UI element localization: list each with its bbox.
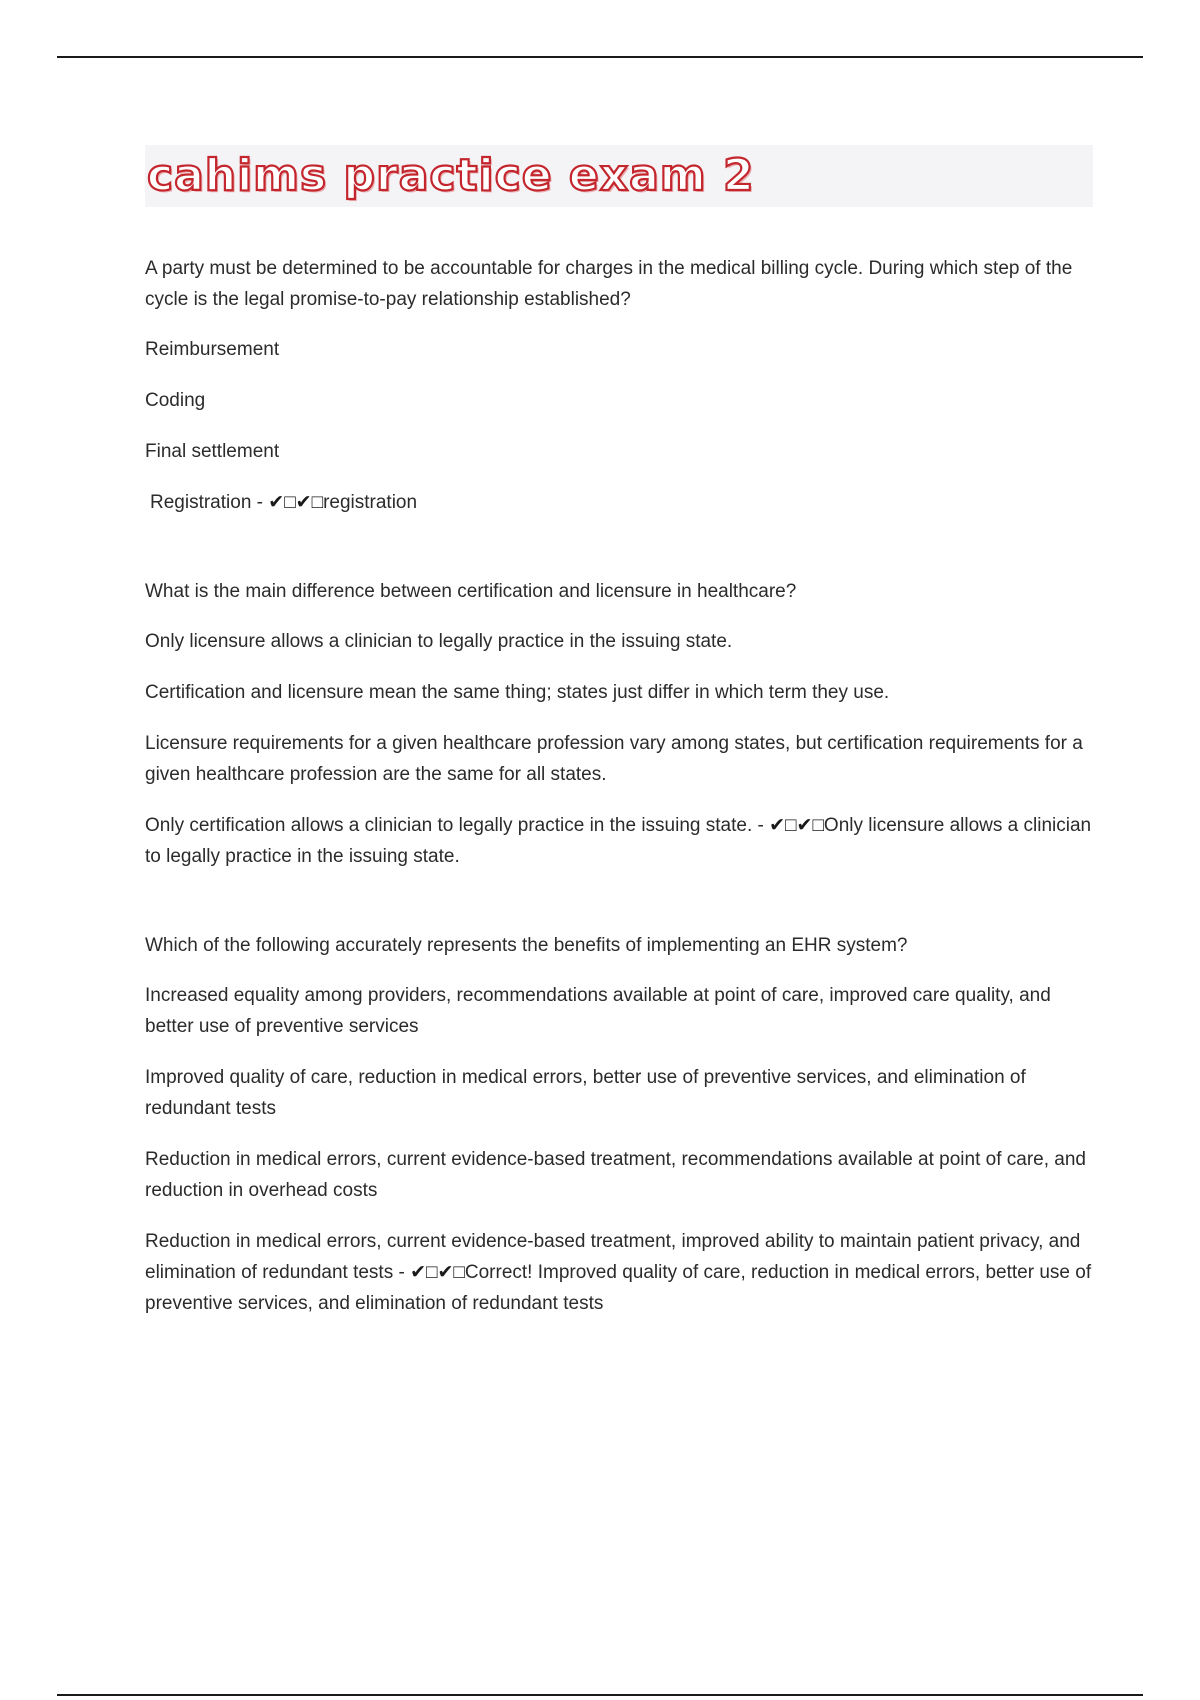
answer-option: Only licensure allows a clinician to legally practice in the issuing state. xyxy=(145,631,733,652)
answer-option: Coding xyxy=(145,390,206,411)
question-text: What is the main difference between certification and licensure in healthcare? xyxy=(145,581,797,602)
question-block-1 xyxy=(145,253,1093,518)
answer-option: Reimbursement xyxy=(145,339,280,360)
question-block-3 xyxy=(145,930,1093,1319)
answer-option: Improved quality of care, reduction in medical errors, better use of preventive services, and elimination of redundant tests xyxy=(145,1067,1026,1119)
answer-option-text: Reduction in medical errors, current evidence-based treatment, improved ability to maintain patient privacy, and elimination of redundant tests - xyxy=(145,1231,1081,1283)
question-block-2 xyxy=(145,576,1093,872)
top-rule xyxy=(57,56,1143,58)
document-body xyxy=(145,145,1093,1339)
answer-option-with-key xyxy=(145,487,1093,518)
answer-option-text: Only certification allows a clinician to legally practice in the issuing state. - xyxy=(145,815,764,836)
answer-option: Certification and licensure mean the same thing; states just differ in which term they use. xyxy=(145,682,890,703)
title-band xyxy=(145,145,1093,207)
correct-answer: Correct! Improved quality of care, reduction in medical errors, better use of preventive services, and elimination of redundant tests xyxy=(145,1262,1092,1314)
answer-option: Licensure requirements for a given healthcare profession vary among states, but certification requirements for a given healthcare profession are the same for all states. xyxy=(145,733,1083,785)
document-title: cahims practice exam 2 xyxy=(147,150,755,201)
checkmark-icon: ✔□✔□ xyxy=(268,492,324,513)
bottom-rule xyxy=(57,1694,1143,1696)
answer-option-text: Registration - xyxy=(150,492,263,513)
answer-option: Increased equality among providers, recommendations available at point of care, improved care quality, and better use of preventive services xyxy=(145,985,1051,1037)
answer-option: Final settlement xyxy=(145,441,280,462)
correct-answer: Only licensure allows a clinician to legally practice in the issuing state. xyxy=(145,815,1092,867)
checkmark-icon: ✔□✔□ xyxy=(769,815,824,836)
answer-option-with-key xyxy=(145,1226,1093,1319)
answer-option-with-key xyxy=(145,810,1093,872)
question-text: Which of the following accurately represents the benefits of implementing an EHR system? xyxy=(145,935,908,956)
question-text: A party must be determined to be accountable for charges in the medical billing cycle. During which step of the cycle is the legal promise-to-pay relationship established? xyxy=(145,258,1073,310)
answer-option: Reduction in medical errors, current evidence-based treatment, recommendations available at point of care, and reduction in overhead costs xyxy=(145,1149,1087,1201)
correct-answer: registration xyxy=(323,492,418,513)
checkmark-icon: ✔□✔□ xyxy=(410,1262,465,1283)
